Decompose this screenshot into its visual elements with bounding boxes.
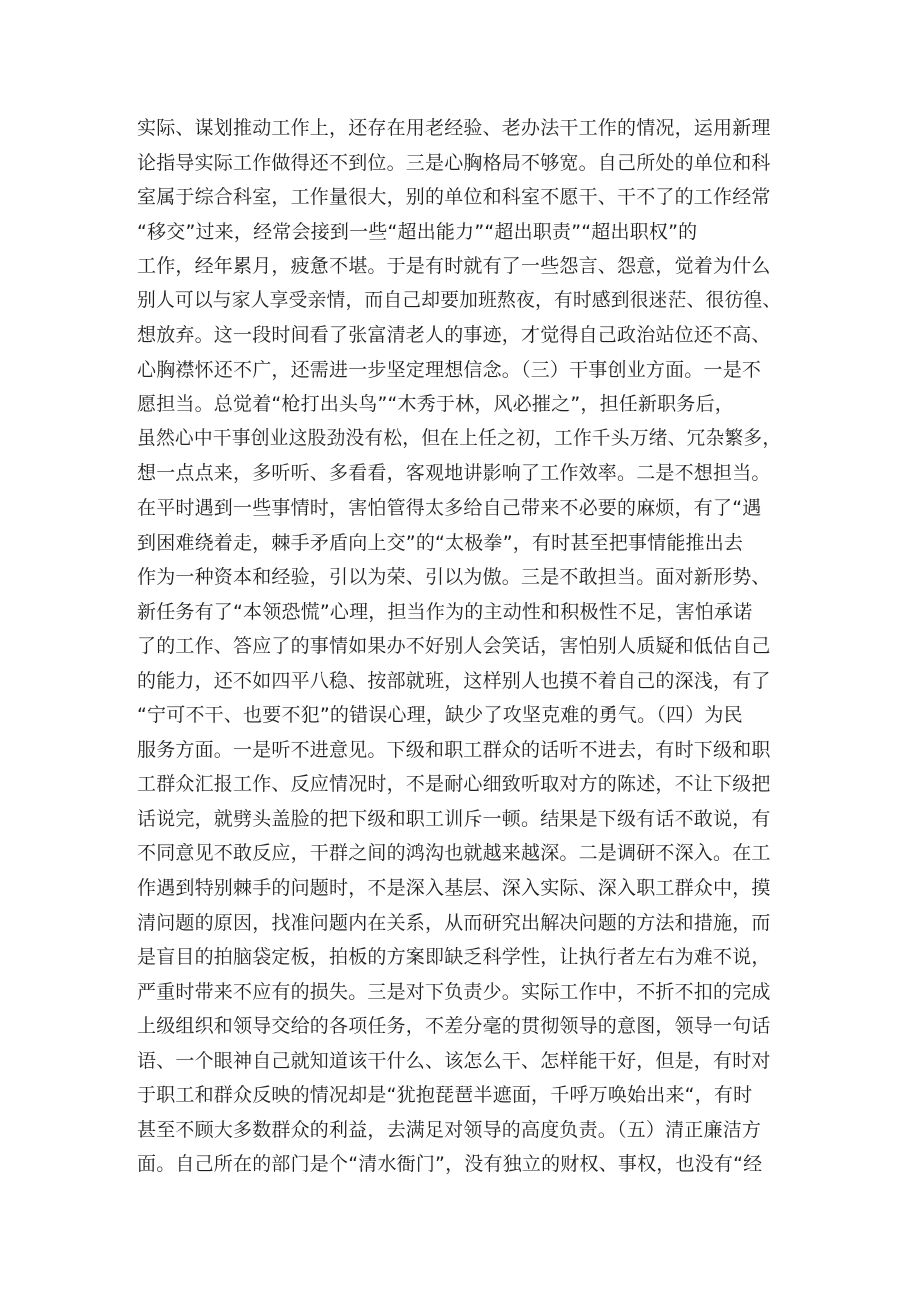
text-line: 作遇到特别棘手的问题时，不是深入基层、深入实际、深入职工群众中，摸	[137, 877, 771, 900]
text-line: 想一点点来，多听听、多看看，客观地讲影响了工作效率。二是不想担当。	[137, 462, 771, 485]
text-line: 新任务有了“本领恐慌”心理，担当作为的主动性和积极性不足，害怕承诺	[137, 600, 753, 623]
text-line: 工群众汇报工作、反应情况时，不是耐心细致听取对方的陈述，不让下级把	[137, 773, 771, 796]
text-line: 上级组织和领导交给的各项任务，不差分毫的贯彻领导的意图，领导一句话	[137, 1015, 771, 1038]
text-line: 的能力，还不如四平八稳、按部就班，这样别人也摸不着自己的深浅，有了	[137, 669, 771, 692]
text-line: 心胸襟怀还不广，还需进一步坚定理想信念。（三）干事创业方面。一是不	[137, 358, 762, 381]
text-line: 实际、谋划推动工作上，还存在用老经验、老办法干工作的情况，运用新理	[137, 117, 771, 139]
text-line: “移交”过来，经常会接到一些“超出能力”“超出职责”“超出职权”的	[137, 220, 698, 243]
text-line: 愿担当。总觉着“枪打出头鸟”“木秀于林，风必摧之”，担任新职务后，	[137, 393, 734, 416]
text-line: 室属于综合科室，工作量很大，别的单位和科室不愿干、干不了的工作经常	[137, 186, 771, 209]
text-line: 语、一个眼神自己就知道该干什么、该怎么干、怎样能干好，但是，有时对	[137, 1049, 771, 1072]
text-line: 虽然心中干事创业这股劲没有松，但在上任之初，工作千头万绪、冗杂繁多，	[137, 427, 782, 449]
text-line: 严重时带来不应有的损失。三是对下负责少。实际工作中，不折不扣的完成	[137, 980, 771, 1003]
text-line: 作为一种资本和经验，引以为荣、引以为傲。三是不敢担当。面对新形势、	[137, 566, 771, 589]
text-line: 工作，经年累月，疲惫不堪。于是有时就有了一些怨言、怨意，觉着为什么	[137, 255, 771, 278]
text-line: 想放弃。这一段时间看了张富清老人的事迹，才觉得自己政治站位还不高、	[137, 324, 771, 347]
text-line: 到困难绕着走，棘手矛盾向上交”的“太极拳”，有时甚至把事情能推出去	[137, 531, 744, 554]
text-line: 甚至不顾大多数群众的利益，去满足对领导的高度负责。（五）清正廉洁方	[137, 1118, 762, 1141]
text-line: 论指导实际工作做得还不到位。三是心胸格局不够宽。自己所处的单位和科	[137, 151, 771, 174]
text-line: 服务方面。一是听不进意见。下级和职工群众的话听不进去，有时下级和职	[137, 738, 771, 761]
text-line: 清问题的原因，找准问题内在关系，从而研究出解决问题的方法和措施，而	[137, 911, 771, 934]
body-text	[137, 111, 787, 1182]
text-line: 了的工作、答应了的事情如果办不好别人会笑话，害怕别人质疑和低估自己	[137, 635, 771, 658]
text-line: 面。自己所在的部门是个“清水衙门”，没有独立的财权、事权，也没有“经	[137, 1153, 763, 1176]
text-line: 在平时遇到一些事情时，害怕管得太多给自己带来不必要的麻烦，有了“遇	[137, 497, 762, 520]
text-line: 不同意见不敢反应，干群之间的鸿沟也就越来越深。二是调研不深入。在工	[137, 842, 771, 865]
text-line: 别人可以与家人享受亲情，而自己却要加班熬夜，有时感到很迷茫、很彷徨、	[137, 289, 782, 311]
text-line: “宁可不干、也要不犯”的错误心理，缺少了攻坚克难的勇气。（四）为民	[137, 704, 743, 727]
text-line: 是盲目的拍脑袋定板，拍板的方案即缺乏科学性，让执行者左右为难不说，	[137, 946, 771, 969]
text-line: 于职工和群众反映的情况却是“犹抱琵琶半遮面，千呼万唤始出来“，有时	[137, 1084, 753, 1107]
text-line: 话说完，就劈头盖脸的把下级和职工训斥一顿。结果是下级有话不敢说，有	[137, 807, 771, 830]
